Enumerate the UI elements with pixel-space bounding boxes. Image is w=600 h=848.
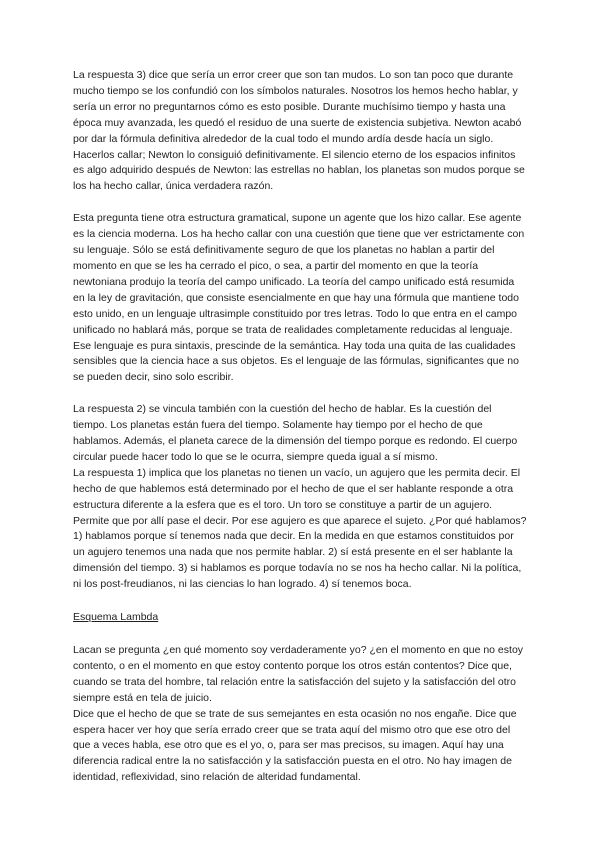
section-heading-esquema-lambda: Esquema Lambda bbox=[73, 611, 159, 624]
paragraph-estructura-gramatical: Esta pregunta tiene otra estructura gramatical, supone un agente que los hizo callar. Ese agente es la ciencia moderna. Los ha hecho callar con una cuestión que tiene que ver estrictamente con su lenguaje. Sólo se está definitivamente seguro de que los planetas no hablan a partir del momento en que se les ha cerrado el pico, o sea, a partir del momento en que la teoría newtoniana produjo la teoría del campo unificado. La teoría del campo unificado está resumida en la ley de gravitación, que consiste esencialmente en que hay una fórmula que mantiene todo esto unido, en un lenguaje ultrasimple constituido por tres letras. Todo lo que entra en el campo unificado no hablará más, porque se trata de realidades completamente reducidas al lenguaje. Ese lenguaje es pura sintaxis, prescinde de la semántica. Hay toda una quita de las cualidades sensibles que la ciencia hace a sus objetos. Es el lenguaje de las fórmulas, significantes que no se pueden decir, sino solo escribir. bbox=[73, 212, 525, 384]
document-page bbox=[73, 68, 527, 786]
paragraph-respuesta-1: La respuesta 1) implica que los planetas no tienen un vacío, un agujero que les permita decir. El hecho de que hablemos está determinado por el hecho de que el ser hablante responde a otra estructura diferente a la esfera que es el toro. Un toro se constituye a partir de un agujero. Permite que por allí pase el decir. Por ese agujero es que aparece el sujeto. ¿Por qué hablamos? 1) hablamos porque sí tenemos nada que decir. En la medida en que estamos constituidos por un agujero tenemos una nada que nos permite hablar. 2) sí está presente en el ser hablante la dimensión del tiempo. 3) si hablamos es porque todavía no se nos ha hecho callar. Ni la política, ni los post-freudianos, ni las ciencias lo han logrado. 4) sí tenemos boca. bbox=[73, 466, 527, 591]
paragraph-lacan-pregunta: Lacan se pregunta ¿en qué momento soy verdaderamente yo? ¿en el momento en que no estoy contento, o en el momento en que estoy contento porque los otros están contentos? Dice que, cuando se trata del hombre, tal relación entre la satisfacción del sujeto y la satisfacción del otro siempre está en tela de juicio. bbox=[73, 644, 524, 704]
paragraph-respuesta-2: La respuesta 2) se vincula también con la cuestión del hecho de hablar. Es la cuestión del tiempo. Los planetas están fuera del tiempo. Solamente hay tiempo por el hecho de que hablamos. Además, el planeta carece de la dimensión del tiempo porque es redondo. El cuerpo circular puede hacer todo lo que se le ocurra, siempre queda igual a sí mismo. bbox=[73, 403, 518, 463]
paragraph-semejantes: Dice que el hecho de que se trate de sus semejantes en esta ocasión no nos engañe. Dice que espera hacer ver hoy que sería errado creer que se trata aquí del mismo otro que ese otro del que a veces habla, ese otro que es el yo, o, para ser mas precisos, su imagen. Aquí hay una diferencia radical entre la no satisfacción y la satisfacción puesta en el otro. No hay imagen de identidad, reflexividad, sino relación de alteridad fundamental. bbox=[73, 707, 517, 784]
paragraph-respuesta-3: La respuesta 3) dice que sería un error creer que son tan mudos. Lo son tan poco que durante mucho tiempo se los confundió con los símbolos naturales. Nosotros los hemos hecho hablar, y sería un error no preguntarnos cómo es esto posible. Durante muchísimo tiempo y hasta una época muy avanzada, les quedó el residuo de una suerte de existencia subjetiva. Newton acabó por dar la fórmula definitiva alrededor de la cual todo el mundo ardía desde hacía un siglo. Hacerlos callar; Newton lo consiguió definitivamente. El silencio eterno de los espacios infinitos es algo adquirido después de Newton: las estrellas no hablan, los planetas son mudos porque se los ha hecho callar, única verdadera razón. bbox=[73, 69, 525, 193]
